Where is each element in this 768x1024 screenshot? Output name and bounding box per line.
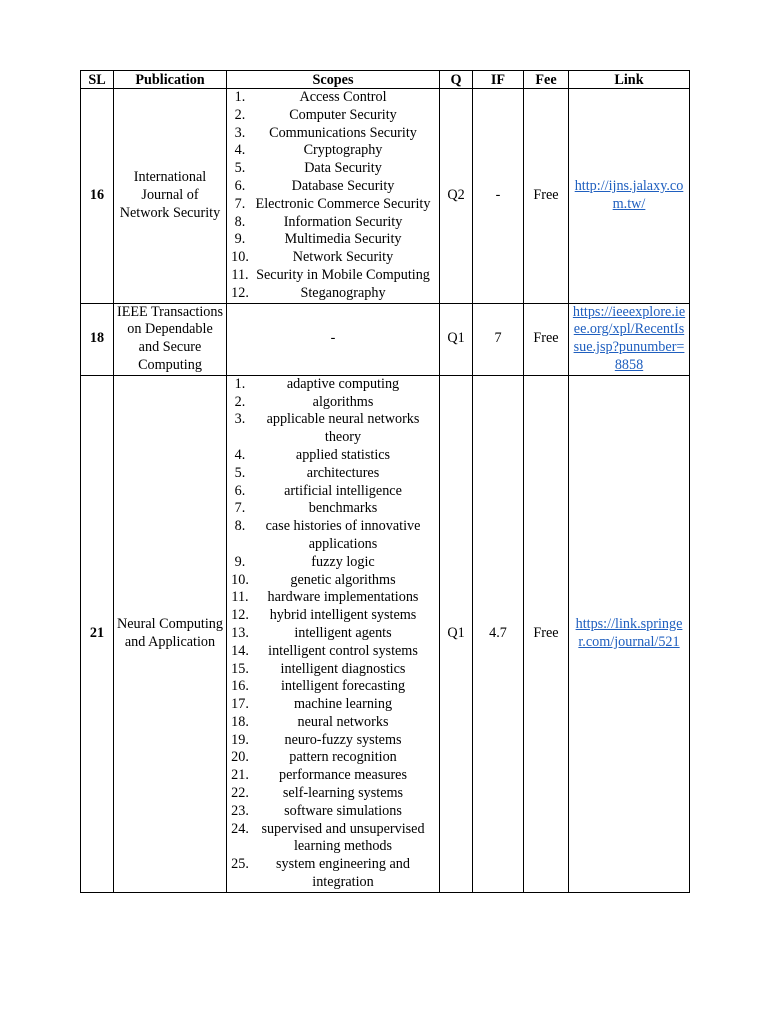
scope-item-number: 1. — [234, 89, 246, 105]
scope-item-label: Information Security — [283, 213, 403, 230]
scope-item-number: 13. — [231, 624, 249, 641]
quartile-cell: Q2 — [440, 89, 473, 304]
sl-cell: 16 — [81, 89, 114, 304]
scope-item-number: 23. — [231, 802, 249, 819]
scope-item-number: 1. — [234, 375, 246, 392]
scope-item-number: 21. — [231, 767, 249, 784]
scope-item — [230, 500, 436, 518]
scope-item — [230, 483, 436, 501]
scope-item-number: 19. — [231, 731, 249, 748]
scope-item — [230, 678, 436, 696]
scope-item-label: Electronic Commerce Security — [255, 195, 431, 212]
scope-item — [230, 518, 436, 554]
scope-item-label: performance measures — [278, 767, 407, 784]
header-scopes: Scopes — [227, 71, 440, 89]
table-row — [81, 303, 690, 375]
scope-item-number: 22. — [231, 785, 249, 802]
scope-item-label: Steganography — [300, 284, 386, 301]
scope-item-label: architectures — [306, 464, 380, 481]
scope-item-number: 10. — [231, 249, 249, 266]
scope-item — [230, 267, 436, 285]
scope-item-number: 25. — [231, 856, 249, 873]
scope-item-label: Cryptography — [303, 142, 383, 159]
scope-item — [230, 411, 436, 447]
scopes-cell — [227, 375, 440, 892]
journal-link[interactable]: https://link.springer.com/journal/521 — [575, 616, 683, 650]
scope-item — [230, 572, 436, 590]
scope-item-label: supervised and unsupervised learning methods — [261, 820, 425, 855]
scope-item-number: 7. — [234, 500, 246, 517]
scope-item-label: Access Control — [299, 89, 387, 105]
header-row — [81, 71, 690, 89]
link-cell — [569, 303, 690, 375]
scope-item-label: neuro-fuzzy systems — [284, 731, 402, 748]
header-publication: Publication — [114, 71, 227, 89]
scope-list — [230, 89, 436, 303]
scope-item-number: 3. — [234, 411, 246, 428]
scope-item — [230, 465, 436, 483]
scope-item — [230, 856, 436, 892]
scope-item-number: 11. — [231, 589, 249, 606]
scope-item-number: 24. — [231, 820, 249, 837]
scope-item-number: 12. — [231, 284, 249, 301]
scope-item-label: system engineering and integration — [276, 856, 410, 891]
scope-item — [230, 249, 436, 267]
scope-item-label: self-learning systems — [282, 785, 404, 802]
scope-item — [230, 821, 436, 857]
fee-cell: Free — [524, 375, 569, 892]
quartile-cell: Q1 — [440, 375, 473, 892]
table-body — [81, 89, 690, 893]
fee-cell: Free — [524, 303, 569, 375]
scope-item — [230, 89, 436, 107]
scope-item-label: intelligent agents — [294, 624, 392, 641]
scope-item — [230, 643, 436, 661]
scope-item — [230, 661, 436, 679]
scope-item-label: intelligent control systems — [268, 642, 418, 659]
sl-cell: 21 — [81, 375, 114, 892]
header-fee: Fee — [524, 71, 569, 89]
scope-item-label: Multimedia Security — [284, 231, 402, 248]
scope-item-number: 14. — [231, 642, 249, 659]
scope-item-number: 8. — [234, 213, 246, 230]
scope-item — [230, 803, 436, 821]
scope-item — [230, 394, 436, 412]
scope-item-number: 20. — [231, 749, 249, 766]
publication-cell: Neural Computing and Application — [114, 375, 227, 892]
scope-item — [230, 107, 436, 125]
quartile-cell: Q1 — [440, 303, 473, 375]
scope-item-number: 17. — [231, 696, 249, 713]
scope-item-number: 6. — [234, 482, 246, 499]
scope-item-label: Computer Security — [289, 106, 397, 123]
scope-item — [230, 125, 436, 143]
scope-item-label: applied statistics — [295, 446, 391, 463]
scope-item-number: 9. — [234, 553, 246, 570]
sl-cell: 18 — [81, 303, 114, 375]
scope-item-label: Communications Security — [269, 124, 417, 141]
scope-item-label: intelligent forecasting — [280, 678, 406, 695]
scope-item-label: Data Security — [304, 160, 382, 177]
scope-item-number: 5. — [234, 464, 246, 481]
scope-item-number: 5. — [234, 160, 246, 177]
scope-item-number: 10. — [231, 571, 249, 588]
publication-cell: International Journal of Network Security — [114, 89, 227, 304]
scope-item-label: hybrid intelligent systems — [269, 607, 417, 624]
scope-item-label: pattern recognition — [289, 749, 397, 766]
scope-item — [230, 376, 436, 394]
scope-list — [230, 376, 436, 892]
scope-item-label: Security in Mobile Computing — [256, 266, 430, 283]
scope-item-label: neural networks — [297, 713, 389, 730]
scope-item-number: 18. — [231, 713, 249, 730]
scope-item-label: software simulations — [284, 802, 402, 819]
header-sl: SL — [81, 71, 114, 89]
scope-item-number: 8. — [234, 518, 246, 535]
scope-item-label: case histories of innovative applications — [265, 518, 421, 552]
scope-item — [230, 285, 436, 303]
scope-item — [230, 178, 436, 196]
scope-item-number: 9. — [234, 231, 246, 248]
scope-item-label: intelligent diagnostics — [280, 660, 406, 677]
scope-item — [230, 625, 436, 643]
scope-item — [230, 714, 436, 732]
scope-item-number: 4. — [234, 142, 246, 159]
scope-item-number: 6. — [234, 177, 246, 194]
fee-cell: Free — [524, 89, 569, 304]
scope-item — [230, 142, 436, 160]
scope-item-number: 4. — [234, 446, 246, 463]
scopes-cell — [227, 89, 440, 304]
scope-item — [230, 785, 436, 803]
scope-item-number: 2. — [234, 393, 246, 410]
scope-item — [230, 749, 436, 767]
header-link: Link — [569, 71, 690, 89]
scope-item — [230, 447, 436, 465]
journal-link[interactable]: https://ieeexplore.ieee.org/xpl/RecentIssue.jsp?punumber=8858 — [572, 303, 686, 373]
scope-item-label: applicable neural networks theory — [266, 411, 420, 446]
scope-item-label: genetic algorithms — [290, 571, 396, 588]
scope-item — [230, 767, 436, 785]
publications-table — [80, 70, 690, 893]
scope-item — [230, 732, 436, 750]
scope-item-number: 11. — [231, 266, 249, 283]
scope-item-label: benchmarks — [308, 500, 378, 517]
scope-item — [230, 607, 436, 625]
scope-item-number: 16. — [231, 678, 249, 695]
table-row — [81, 375, 690, 892]
table-row — [81, 89, 690, 304]
scope-item-label: fuzzy logic — [311, 553, 375, 570]
scope-item — [230, 214, 436, 232]
link-cell — [569, 375, 690, 892]
journal-link[interactable]: http://ijns.jalaxy.com.tw/ — [574, 177, 684, 212]
scope-item-number: 2. — [234, 106, 246, 123]
link-cell — [569, 89, 690, 304]
scope-item-label: machine learning — [293, 696, 393, 713]
scope-item-label: artificial intelligence — [284, 482, 402, 499]
scope-item — [230, 696, 436, 714]
publication-cell: IEEE Transactions on Dependable and Secure Computing — [114, 303, 227, 375]
scope-item-label: Database Security — [291, 177, 395, 194]
scope-item-number: 12. — [231, 607, 249, 624]
table-header — [81, 71, 690, 89]
scope-item — [230, 554, 436, 572]
scope-item-label: Network Security — [292, 249, 394, 266]
scope-item — [230, 160, 436, 178]
scope-item-label: adaptive computing — [286, 375, 400, 392]
scope-item — [230, 589, 436, 607]
scopes-cell: - — [227, 303, 440, 375]
scope-item — [230, 231, 436, 249]
scope-item-number: 3. — [234, 124, 246, 141]
scope-item-number: 7. — [234, 195, 246, 212]
scope-item-label: algorithms — [312, 393, 374, 410]
scope-item-label: hardware implementations — [267, 589, 419, 606]
scope-item-number: 15. — [231, 660, 249, 677]
impact-factor-cell: 4.7 — [473, 375, 524, 892]
header-q: Q — [440, 71, 473, 89]
scope-item — [230, 196, 436, 214]
impact-factor-cell: 7 — [473, 303, 524, 375]
header-if: IF — [473, 71, 524, 89]
impact-factor-cell: - — [473, 89, 524, 304]
